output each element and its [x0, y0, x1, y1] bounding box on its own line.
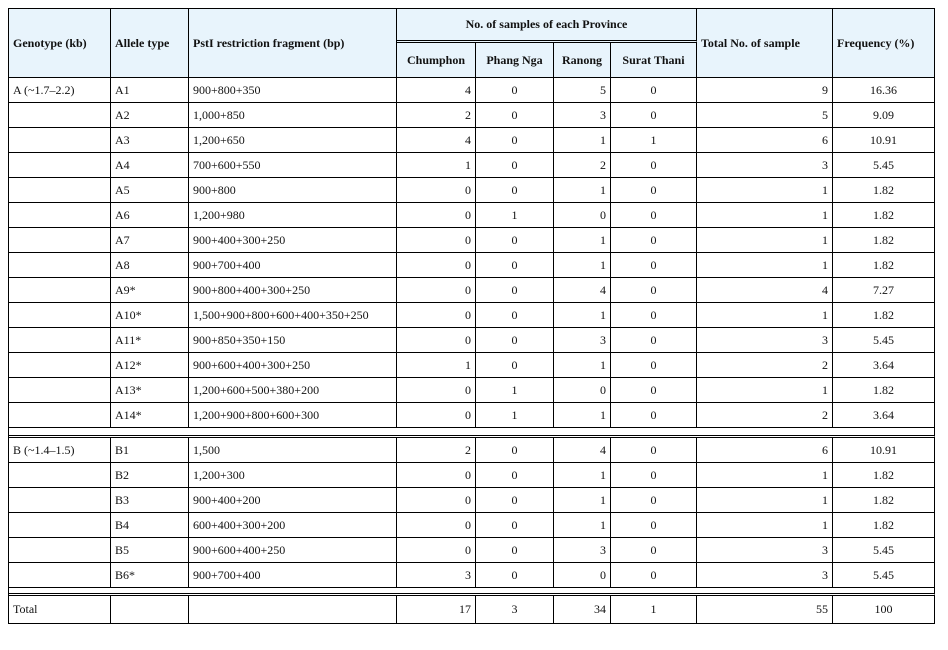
separator-row	[9, 428, 935, 438]
fragment-cell: 900+600+400+300+250	[189, 353, 397, 378]
chumphon-cell: 0	[397, 378, 476, 403]
total-samples: 55	[697, 596, 833, 624]
ranong-cell: 1	[554, 178, 611, 203]
surat-thani-cell: 0	[611, 228, 697, 253]
genotype-cell	[9, 353, 111, 378]
ranong-cell: 1	[554, 488, 611, 513]
genotype-cell	[9, 328, 111, 353]
total-row	[9, 596, 935, 624]
fragment-cell: 600+400+300+200	[189, 513, 397, 538]
chumphon-cell: 2	[397, 103, 476, 128]
total-cell: 3	[697, 328, 833, 353]
header-province-group: No. of samples of each Province	[397, 9, 697, 43]
phang-nga-cell: 1	[476, 378, 554, 403]
ranong-cell: 1	[554, 353, 611, 378]
allele-cell: A12*	[111, 353, 189, 378]
header-chumphon: Chumphon	[397, 43, 476, 78]
total-surat-thani: 1	[611, 596, 697, 624]
ranong-cell: 1	[554, 253, 611, 278]
total-cell: 1	[697, 203, 833, 228]
table-row	[9, 303, 935, 328]
chumphon-cell: 0	[397, 513, 476, 538]
total-cell: 1	[697, 463, 833, 488]
total-cell: 3	[697, 538, 833, 563]
chumphon-cell: 0	[397, 328, 476, 353]
header-fragment: PstI restriction fragment (bp)	[189, 9, 397, 78]
frequency-cell: 16.36	[833, 78, 935, 103]
genotype-cell	[9, 278, 111, 303]
allele-cell: A9*	[111, 278, 189, 303]
total-cell: 1	[697, 228, 833, 253]
phang-nga-cell: 0	[476, 253, 554, 278]
table-row	[9, 353, 935, 378]
group-a-body	[9, 78, 935, 428]
header-ranong: Ranong	[554, 43, 611, 78]
allele-cell: B3	[111, 488, 189, 513]
total-fragment-empty	[189, 596, 397, 624]
phang-nga-cell: 0	[476, 228, 554, 253]
total-chumphon: 17	[397, 596, 476, 624]
fragment-cell: 700+600+550	[189, 153, 397, 178]
fragment-cell: 1,200+300	[189, 463, 397, 488]
phang-nga-cell: 0	[476, 538, 554, 563]
chumphon-cell: 0	[397, 403, 476, 428]
frequency-cell: 1.82	[833, 488, 935, 513]
fragment-cell: 1,200+900+800+600+300	[189, 403, 397, 428]
table-row	[9, 203, 935, 228]
genotype-cell	[9, 303, 111, 328]
table-row	[9, 253, 935, 278]
genotype-cell	[9, 403, 111, 428]
fragment-cell: 900+400+300+250	[189, 228, 397, 253]
frequency-cell: 1.82	[833, 303, 935, 328]
chumphon-cell: 1	[397, 353, 476, 378]
ranong-cell: 1	[554, 463, 611, 488]
surat-thani-cell: 0	[611, 563, 697, 588]
ranong-cell: 4	[554, 278, 611, 303]
ranong-cell: 3	[554, 103, 611, 128]
table-row	[9, 328, 935, 353]
fragment-cell: 900+400+200	[189, 488, 397, 513]
table-row	[9, 78, 935, 103]
group-b-body	[9, 438, 935, 588]
frequency-cell: 1.82	[833, 203, 935, 228]
surat-thani-cell: 0	[611, 463, 697, 488]
ranong-cell: 2	[554, 153, 611, 178]
genotype-cell	[9, 103, 111, 128]
total-cell: 1	[697, 513, 833, 538]
frequency-cell: 1.82	[833, 228, 935, 253]
allele-cell: A7	[111, 228, 189, 253]
allele-cell: B2	[111, 463, 189, 488]
phang-nga-cell: 0	[476, 563, 554, 588]
genotype-cell	[9, 253, 111, 278]
total-allele-empty	[111, 596, 189, 624]
phang-nga-cell: 1	[476, 203, 554, 228]
allele-cell: A8	[111, 253, 189, 278]
allele-cell: B6*	[111, 563, 189, 588]
chumphon-cell: 4	[397, 78, 476, 103]
frequency-cell: 1.82	[833, 178, 935, 203]
frequency-cell: 1.82	[833, 378, 935, 403]
allele-cell: A11*	[111, 328, 189, 353]
ranong-cell: 3	[554, 538, 611, 563]
header-genotype: Genotype (kb)	[9, 9, 111, 78]
surat-thani-cell: 0	[611, 203, 697, 228]
total-cell: 2	[697, 353, 833, 378]
phang-nga-cell: 0	[476, 303, 554, 328]
ranong-cell: 1	[554, 228, 611, 253]
ranong-cell: 3	[554, 328, 611, 353]
allele-cell: A10*	[111, 303, 189, 328]
phang-nga-cell: 0	[476, 153, 554, 178]
phang-nga-cell: 0	[476, 463, 554, 488]
total-cell: 6	[697, 438, 833, 463]
genotype-cell	[9, 488, 111, 513]
table-row	[9, 513, 935, 538]
fragment-cell: 900+800	[189, 178, 397, 203]
total-cell: 3	[697, 563, 833, 588]
genotype-cell	[9, 563, 111, 588]
phang-nga-cell: 0	[476, 513, 554, 538]
total-body	[9, 596, 935, 624]
total-cell: 1	[697, 378, 833, 403]
total-frequency: 100	[833, 596, 935, 624]
fragment-cell: 1,200+980	[189, 203, 397, 228]
total-cell: 1	[697, 303, 833, 328]
chumphon-cell: 3	[397, 563, 476, 588]
ranong-cell: 0	[554, 378, 611, 403]
header-allele: Allele type	[111, 9, 189, 78]
separator-row	[9, 588, 935, 596]
ranong-cell: 0	[554, 203, 611, 228]
phang-nga-cell: 0	[476, 488, 554, 513]
genotype-cell	[9, 538, 111, 563]
surat-thani-cell: 0	[611, 328, 697, 353]
chumphon-cell: 0	[397, 303, 476, 328]
genotype-cell	[9, 153, 111, 178]
ranong-cell: 1	[554, 513, 611, 538]
frequency-cell: 5.45	[833, 538, 935, 563]
table-row	[9, 438, 935, 463]
surat-thani-cell: 0	[611, 303, 697, 328]
genotype-cell	[9, 463, 111, 488]
phang-nga-cell: 0	[476, 438, 554, 463]
total-ranong: 34	[554, 596, 611, 624]
surat-thani-cell: 1	[611, 128, 697, 153]
chumphon-cell: 2	[397, 438, 476, 463]
allele-cell: B4	[111, 513, 189, 538]
total-cell: 2	[697, 403, 833, 428]
phang-nga-cell: 1	[476, 403, 554, 428]
chumphon-cell: 0	[397, 203, 476, 228]
genotype-cell: A (~1.7–2.2)	[9, 78, 111, 103]
genotype-cell	[9, 513, 111, 538]
table-row	[9, 563, 935, 588]
chumphon-cell: 0	[397, 463, 476, 488]
fragment-cell: 1,500	[189, 438, 397, 463]
allele-cell: A5	[111, 178, 189, 203]
phang-nga-cell: 0	[476, 78, 554, 103]
chumphon-cell: 0	[397, 538, 476, 563]
header-frequency: Frequency (%)	[833, 9, 935, 78]
table-row	[9, 378, 935, 403]
table-row	[9, 103, 935, 128]
total-cell: 4	[697, 278, 833, 303]
table-row	[9, 178, 935, 203]
total-cell: 1	[697, 178, 833, 203]
ranong-cell: 1	[554, 303, 611, 328]
chumphon-cell: 0	[397, 278, 476, 303]
chumphon-cell: 0	[397, 178, 476, 203]
total-cell: 9	[697, 78, 833, 103]
ranong-cell: 5	[554, 78, 611, 103]
table-row	[9, 463, 935, 488]
surat-thani-cell: 0	[611, 353, 697, 378]
fragment-cell: 1,200+600+500+380+200	[189, 378, 397, 403]
frequency-cell: 3.64	[833, 403, 935, 428]
genotype-cell: B (~1.4–1.5)	[9, 438, 111, 463]
ranong-cell: 1	[554, 403, 611, 428]
genotype-cell	[9, 378, 111, 403]
fragment-cell: 900+850+350+150	[189, 328, 397, 353]
genotype-table	[8, 8, 935, 624]
header-phang-nga: Phang Nga	[476, 43, 554, 78]
allele-cell: A13*	[111, 378, 189, 403]
surat-thani-cell: 0	[611, 253, 697, 278]
phang-nga-cell: 0	[476, 178, 554, 203]
allele-cell: A4	[111, 153, 189, 178]
header-total: Total No. of sample	[697, 9, 833, 78]
frequency-cell: 5.45	[833, 563, 935, 588]
genotype-cell	[9, 203, 111, 228]
phang-nga-cell: 0	[476, 128, 554, 153]
surat-thani-cell: 0	[611, 378, 697, 403]
chumphon-cell: 4	[397, 128, 476, 153]
total-cell: 1	[697, 488, 833, 513]
surat-thani-cell: 0	[611, 278, 697, 303]
fragment-cell: 1,000+850	[189, 103, 397, 128]
ranong-cell: 0	[554, 563, 611, 588]
table-row	[9, 278, 935, 303]
total-cell: 1	[697, 253, 833, 278]
allele-cell: A2	[111, 103, 189, 128]
genotype-cell	[9, 178, 111, 203]
genotype-cell	[9, 128, 111, 153]
fragment-cell: 900+800+350	[189, 78, 397, 103]
total-cell: 5	[697, 103, 833, 128]
frequency-cell: 7.27	[833, 278, 935, 303]
chumphon-cell: 0	[397, 253, 476, 278]
table-row	[9, 538, 935, 563]
fragment-cell: 900+700+400	[189, 253, 397, 278]
ranong-cell: 1	[554, 128, 611, 153]
frequency-cell: 5.45	[833, 328, 935, 353]
frequency-cell: 1.82	[833, 463, 935, 488]
allele-cell: A14*	[111, 403, 189, 428]
header-surat-thani: Surat Thani	[611, 43, 697, 78]
frequency-cell: 10.91	[833, 128, 935, 153]
surat-thani-cell: 0	[611, 488, 697, 513]
frequency-cell: 5.45	[833, 153, 935, 178]
surat-thani-cell: 0	[611, 103, 697, 128]
fragment-cell: 1,500+900+800+600+400+350+250	[189, 303, 397, 328]
table-row	[9, 153, 935, 178]
surat-thani-cell: 0	[611, 538, 697, 563]
surat-thani-cell: 0	[611, 78, 697, 103]
surat-thani-cell: 0	[611, 403, 697, 428]
fragment-cell: 900+800+400+300+250	[189, 278, 397, 303]
total-cell: 3	[697, 153, 833, 178]
frequency-cell: 3.64	[833, 353, 935, 378]
total-phang-nga: 3	[476, 596, 554, 624]
fragment-cell: 1,200+650	[189, 128, 397, 153]
chumphon-cell: 0	[397, 488, 476, 513]
frequency-cell: 1.82	[833, 253, 935, 278]
frequency-cell: 9.09	[833, 103, 935, 128]
group-separator-a	[9, 428, 935, 438]
table-row	[9, 128, 935, 153]
allele-cell: A3	[111, 128, 189, 153]
phang-nga-cell: 0	[476, 328, 554, 353]
chumphon-cell: 0	[397, 228, 476, 253]
chumphon-cell: 1	[397, 153, 476, 178]
table-row	[9, 488, 935, 513]
ranong-cell: 4	[554, 438, 611, 463]
table-row	[9, 228, 935, 253]
total-label: Total	[9, 596, 111, 624]
phang-nga-cell: 0	[476, 103, 554, 128]
surat-thani-cell: 0	[611, 438, 697, 463]
phang-nga-cell: 0	[476, 353, 554, 378]
fragment-cell: 900+700+400	[189, 563, 397, 588]
frequency-cell: 10.91	[833, 438, 935, 463]
total-cell: 6	[697, 128, 833, 153]
group-separator-b	[9, 588, 935, 596]
surat-thani-cell: 0	[611, 178, 697, 203]
surat-thani-cell: 0	[611, 513, 697, 538]
phang-nga-cell: 0	[476, 278, 554, 303]
genotype-cell	[9, 228, 111, 253]
allele-cell: B5	[111, 538, 189, 563]
fragment-cell: 900+600+400+250	[189, 538, 397, 563]
frequency-cell: 1.82	[833, 513, 935, 538]
surat-thani-cell: 0	[611, 153, 697, 178]
allele-cell: B1	[111, 438, 189, 463]
table-row	[9, 403, 935, 428]
allele-cell: A6	[111, 203, 189, 228]
allele-cell: A1	[111, 78, 189, 103]
